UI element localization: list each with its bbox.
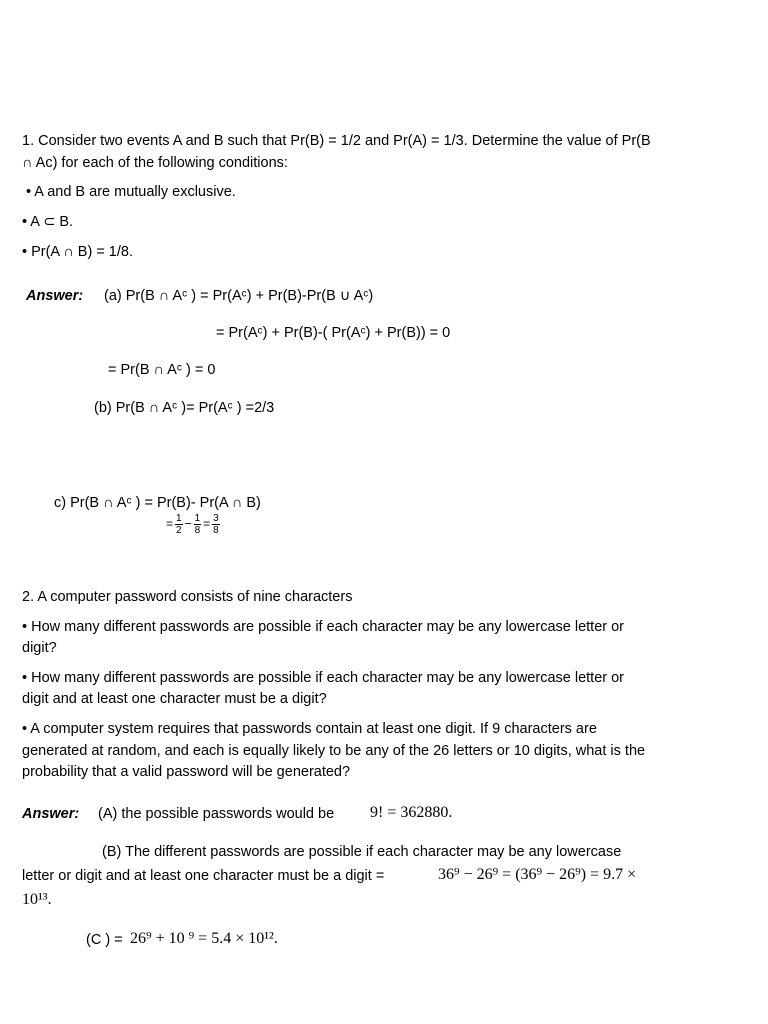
- answer1-a-line2: = Pr(Aᶜ) + Pr(B)-( Pr(Aᶜ) + Pr(B)) = 0: [216, 325, 451, 341]
- answer1-label: Answer:: [26, 288, 84, 304]
- answer2-b-line1: (B) The different passwords are possible if each character may be any lowercase: [102, 844, 622, 860]
- answer2-label: Answer:: [22, 806, 80, 822]
- q2-bullet1-line1: • How many different passwords are possible if each character may be any lowercase letter or: [22, 619, 625, 635]
- answer2-c-math: 26⁹ + 10 ⁹ = 5.4 × 10¹².: [130, 930, 278, 947]
- answer2-a-math: 9! = 362880.: [370, 804, 453, 821]
- q1-bullet-intersection: • Pr(A ∩ B) = 1/8.: [22, 244, 133, 260]
- fraction-one-eighth: $\frac{1}{8}$: [194, 513, 201, 536]
- q2-bullet1-line2: digit?: [22, 640, 57, 656]
- q1-line1: 1. Consider two events A and B such that Pr(B) = 1/2 and Pr(A) = 1/3. Determine the value of Pr(B: [22, 133, 651, 149]
- answer1-c-fractions: = $\frac{1}{2}$ − $\frac{1}{8}$ = $\frac{3}{8}$: [166, 513, 219, 536]
- answer2-a-text: (A) the possible passwords would be: [98, 806, 335, 822]
- q2-bullet2-line1: • How many different passwords are possible if each character may be any lowercase letter or: [22, 670, 625, 686]
- q1-bullet-mutually-exclusive: • A and B are mutually exclusive.: [26, 184, 236, 200]
- answer2-b-line2-text: letter or digit and at least one character must be a digit =: [22, 868, 385, 884]
- fraction-one-half: $\frac{1}{2}$: [176, 513, 182, 536]
- q2-bullet3-line1: • A computer system requires that passwords contain at least one digit. If 9 characters are: [22, 721, 597, 737]
- q2-bullet3-line3: probability that a valid password will be generated?: [22, 764, 351, 780]
- answer2-b-line2-math: 36⁹ − 26⁹ = (36⁹ − 26⁹) = 9.7 ×: [438, 866, 637, 883]
- answer1-a-line3: = Pr(B ∩ Aᶜ ) = 0: [108, 362, 216, 378]
- fraction-three-eighths: $\frac{3}{8}$: [213, 513, 219, 536]
- q2-title: 2. A computer password consists of nine characters: [22, 589, 353, 605]
- q2-bullet2-line2: digit and at least one character must be a digit?: [22, 691, 327, 707]
- q1-line2: ∩ Ac) for each of the following conditions:: [22, 155, 288, 171]
- answer1-a-line1: (a) Pr(B ∩ Aᶜ ) = Pr(Aᶜ) + Pr(B)-Pr(B ∪ Aᶜ): [104, 288, 374, 304]
- q2-bullet3-line2: generated at random, and each is equally likely to be any of the 26 letters or 10 digits, what is the: [22, 743, 646, 759]
- answer2-c-text: (C ) =: [86, 932, 123, 948]
- answer1-b-line: (b) Pr(B ∩ Aᶜ )= Pr(Aᶜ ) =2/3: [94, 400, 275, 416]
- answer1-c-line: c) Pr(B ∩ Aᶜ ) = Pr(B)- Pr(A ∩ B): [54, 495, 261, 511]
- answer2-b-line3-math: 10¹³.: [22, 891, 52, 908]
- q1-bullet-subset: • A ⊂ B.: [22, 214, 74, 230]
